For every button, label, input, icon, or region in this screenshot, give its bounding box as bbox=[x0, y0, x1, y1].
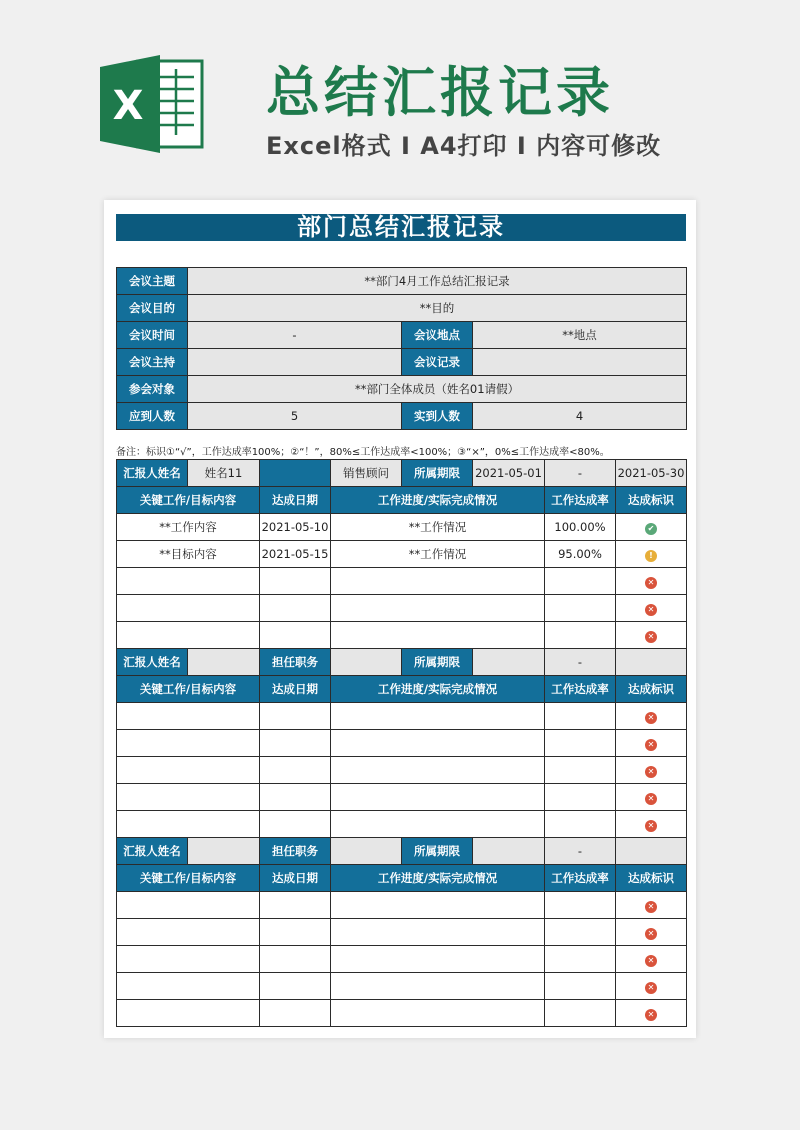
work-content-cell[interactable] bbox=[117, 595, 260, 622]
position-label: 担任职务 bbox=[260, 649, 331, 676]
status-mark-cell[interactable] bbox=[616, 973, 687, 1000]
cross-circle-icon: ✕ bbox=[645, 928, 657, 940]
achieve-date-cell[interactable]: 2021-05-15 bbox=[260, 541, 331, 568]
table-row bbox=[117, 514, 687, 541]
meeting-topic-cell[interactable]: **部门4月工作总结汇报记录 bbox=[188, 268, 687, 295]
work-content-cell[interactable] bbox=[117, 784, 260, 811]
period-label: 所属期限 bbox=[402, 460, 473, 487]
work-content-cell[interactable] bbox=[117, 973, 260, 1000]
status-mark-cell[interactable] bbox=[616, 811, 687, 838]
table-row bbox=[117, 541, 687, 568]
col-header-mark: 达成标识 bbox=[616, 487, 687, 514]
progress-cell[interactable] bbox=[331, 568, 545, 595]
col-header-progress: 工作进度/实际完成情况 bbox=[331, 676, 545, 703]
progress-cell[interactable] bbox=[331, 811, 545, 838]
progress-cell[interactable]: **工作情况 bbox=[331, 541, 545, 568]
period-end-cell[interactable] bbox=[616, 649, 687, 676]
rate-cell[interactable] bbox=[545, 1000, 616, 1027]
col-header-date: 达成日期 bbox=[260, 487, 331, 514]
expected-count-cell[interactable]: 5 bbox=[188, 403, 402, 430]
achieve-date-cell[interactable] bbox=[260, 595, 331, 622]
reporter-name-cell[interactable] bbox=[188, 649, 260, 676]
work-content-cell[interactable] bbox=[117, 568, 260, 595]
cross-circle-icon: ✕ bbox=[645, 712, 657, 724]
label-actual: 实到人数 bbox=[402, 403, 473, 430]
label-place: 会议地点 bbox=[402, 322, 473, 349]
exclamation-circle-icon: ! bbox=[645, 550, 657, 562]
achieve-date-cell[interactable] bbox=[260, 919, 331, 946]
position-cell[interactable] bbox=[331, 838, 402, 865]
status-mark-cell[interactable] bbox=[616, 541, 687, 568]
rate-cell[interactable]: 95.00% bbox=[545, 541, 616, 568]
label-topic: 会议主题 bbox=[117, 268, 188, 295]
col-header-rate: 工作达成率 bbox=[545, 865, 616, 892]
progress-cell[interactable] bbox=[331, 919, 545, 946]
period-label: 所属期限 bbox=[402, 838, 473, 865]
rate-cell[interactable] bbox=[545, 622, 616, 649]
cross-circle-icon: ✕ bbox=[645, 820, 657, 832]
achieve-date-cell[interactable] bbox=[260, 946, 331, 973]
progress-cell[interactable] bbox=[331, 757, 545, 784]
rate-cell[interactable] bbox=[545, 703, 616, 730]
rate-cell[interactable] bbox=[545, 730, 616, 757]
cross-circle-icon: ✕ bbox=[645, 793, 657, 805]
rate-cell[interactable] bbox=[545, 946, 616, 973]
table-row bbox=[117, 811, 687, 838]
col-header-content: 关键工作/目标内容 bbox=[117, 487, 260, 514]
reporter-name-cell[interactable] bbox=[188, 838, 260, 865]
achieve-date-cell[interactable] bbox=[260, 730, 331, 757]
legend-note: 备注：标识①“√”，工作达成率100%；②“！”，80%≤工作达成率<100%；③“×”，0%≤工作达成率<80%。 bbox=[116, 447, 610, 458]
cross-circle-icon: ✕ bbox=[645, 901, 657, 913]
period-separator: - bbox=[545, 460, 616, 487]
status-mark-cell[interactable] bbox=[616, 1000, 687, 1027]
cross-circle-icon: ✕ bbox=[645, 1009, 657, 1021]
label-host: 会议主持 bbox=[117, 349, 188, 376]
period-start-cell[interactable]: 2021-05-01 bbox=[473, 460, 545, 487]
achieve-date-cell[interactable] bbox=[260, 811, 331, 838]
progress-cell[interactable] bbox=[331, 973, 545, 1000]
status-mark-cell[interactable] bbox=[616, 730, 687, 757]
period-separator: - bbox=[545, 649, 616, 676]
col-header-content: 关键工作/目标内容 bbox=[117, 676, 260, 703]
table-row bbox=[117, 730, 687, 757]
document-title: 部门总结汇报记录 bbox=[116, 214, 686, 241]
table-row bbox=[117, 568, 687, 595]
status-mark-cell[interactable] bbox=[616, 568, 687, 595]
col-header-rate: 工作达成率 bbox=[545, 487, 616, 514]
reporter-name-cell[interactable]: 姓名11 bbox=[188, 460, 260, 487]
meeting-record-cell[interactable] bbox=[473, 349, 687, 376]
work-content-cell[interactable] bbox=[117, 892, 260, 919]
meeting-time-cell[interactable]: - bbox=[188, 322, 402, 349]
progress-cell[interactable] bbox=[331, 730, 545, 757]
rate-cell[interactable] bbox=[545, 757, 616, 784]
excel-icon bbox=[100, 55, 206, 153]
work-content-cell[interactable] bbox=[117, 703, 260, 730]
achieve-date-cell[interactable] bbox=[260, 757, 331, 784]
period-start-cell[interactable] bbox=[473, 649, 545, 676]
period-end-cell[interactable]: 2021-05-30 bbox=[616, 460, 687, 487]
work-content-cell[interactable] bbox=[117, 1000, 260, 1027]
meeting-attendees-cell[interactable]: **部门全体成员（姓名01请假） bbox=[188, 376, 687, 403]
work-content-cell[interactable] bbox=[117, 946, 260, 973]
rate-cell[interactable] bbox=[545, 568, 616, 595]
actual-count-cell[interactable]: 4 bbox=[473, 403, 687, 430]
label-expected: 应到人数 bbox=[117, 403, 188, 430]
status-mark-cell[interactable] bbox=[616, 784, 687, 811]
table-row bbox=[117, 784, 687, 811]
reporter-name-label: 汇报人姓名 bbox=[117, 460, 188, 487]
period-start-cell[interactable] bbox=[473, 838, 545, 865]
label-record: 会议记录 bbox=[402, 349, 473, 376]
status-mark-cell[interactable] bbox=[616, 595, 687, 622]
rate-cell[interactable]: 100.00% bbox=[545, 514, 616, 541]
period-separator: - bbox=[545, 838, 616, 865]
table-row bbox=[117, 757, 687, 784]
table-row bbox=[117, 919, 687, 946]
cross-circle-icon: ✕ bbox=[645, 955, 657, 967]
logo-letter: X bbox=[112, 83, 144, 129]
work-content-cell[interactable] bbox=[117, 730, 260, 757]
progress-cell[interactable] bbox=[331, 595, 545, 622]
table-row bbox=[117, 892, 687, 919]
progress-cell[interactable] bbox=[331, 946, 545, 973]
col-header-date: 达成日期 bbox=[260, 676, 331, 703]
achieve-date-cell[interactable] bbox=[260, 973, 331, 1000]
banner-title: 总结汇报记录 bbox=[266, 61, 614, 124]
rate-cell[interactable] bbox=[545, 973, 616, 1000]
work-content-cell[interactable]: **工作内容 bbox=[117, 514, 260, 541]
work-content-cell[interactable] bbox=[117, 757, 260, 784]
status-mark-cell[interactable] bbox=[616, 514, 687, 541]
achieve-date-cell[interactable] bbox=[260, 784, 331, 811]
period-end-cell[interactable] bbox=[616, 838, 687, 865]
position-cell[interactable] bbox=[331, 649, 402, 676]
table-row bbox=[117, 946, 687, 973]
achieve-date-cell[interactable] bbox=[260, 622, 331, 649]
col-header-rate: 工作达成率 bbox=[545, 676, 616, 703]
table-row bbox=[117, 595, 687, 622]
status-mark-cell[interactable] bbox=[616, 919, 687, 946]
meeting-place-cell[interactable]: **地点 bbox=[473, 322, 687, 349]
reporter-name-label: 汇报人姓名 bbox=[117, 649, 188, 676]
achieve-date-cell[interactable] bbox=[260, 892, 331, 919]
spreadsheet-page bbox=[104, 200, 696, 1038]
position-cell[interactable]: 销售顾问 bbox=[331, 460, 402, 487]
achieve-date-cell[interactable] bbox=[260, 1000, 331, 1027]
achieve-date-cell[interactable] bbox=[260, 568, 331, 595]
position-label: 担任职务 bbox=[260, 838, 331, 865]
status-mark-cell[interactable] bbox=[616, 892, 687, 919]
cross-circle-icon: ✕ bbox=[645, 739, 657, 751]
reporter-name-label: 汇报人姓名 bbox=[117, 838, 188, 865]
table-row bbox=[117, 973, 687, 1000]
col-header-content: 关键工作/目标内容 bbox=[117, 865, 260, 892]
column-header-row bbox=[117, 487, 687, 514]
rate-cell[interactable] bbox=[545, 811, 616, 838]
rate-cell[interactable] bbox=[545, 784, 616, 811]
label-attendees: 参会对象 bbox=[117, 376, 188, 403]
table-row bbox=[117, 703, 687, 730]
meeting-info-table bbox=[116, 267, 687, 430]
progress-cell[interactable] bbox=[331, 1000, 545, 1027]
rate-cell[interactable] bbox=[545, 595, 616, 622]
progress-cell[interactable] bbox=[331, 784, 545, 811]
rate-cell[interactable] bbox=[545, 919, 616, 946]
cross-circle-icon: ✕ bbox=[645, 766, 657, 778]
col-header-mark: 达成标识 bbox=[616, 865, 687, 892]
check-circle-icon: ✔ bbox=[645, 523, 657, 535]
reporter-info-row bbox=[117, 649, 687, 676]
banner-subtitle: Excel格式 I A4打印 I 内容可修改 bbox=[266, 132, 662, 160]
table-row bbox=[117, 622, 687, 649]
progress-cell[interactable] bbox=[331, 703, 545, 730]
status-mark-cell[interactable] bbox=[616, 757, 687, 784]
achieve-date-cell[interactable] bbox=[260, 703, 331, 730]
cross-circle-icon: ✕ bbox=[645, 577, 657, 589]
cross-circle-icon: ✕ bbox=[645, 604, 657, 616]
status-mark-cell[interactable] bbox=[616, 703, 687, 730]
progress-cell[interactable] bbox=[331, 892, 545, 919]
reporter-info-row bbox=[117, 460, 687, 487]
status-mark-cell[interactable] bbox=[616, 946, 687, 973]
work-content-cell[interactable] bbox=[117, 919, 260, 946]
progress-cell[interactable]: **工作情况 bbox=[331, 514, 545, 541]
cross-circle-icon: ✕ bbox=[645, 982, 657, 994]
meeting-purpose-cell[interactable]: **目的 bbox=[188, 295, 687, 322]
period-label: 所属期限 bbox=[402, 649, 473, 676]
table-row bbox=[117, 1000, 687, 1027]
meeting-host-cell[interactable] bbox=[188, 349, 402, 376]
work-content-cell[interactable] bbox=[117, 622, 260, 649]
work-content-cell[interactable] bbox=[117, 811, 260, 838]
column-header-row bbox=[117, 865, 687, 892]
cross-circle-icon: ✕ bbox=[645, 631, 657, 643]
col-header-progress: 工作进度/实际完成情况 bbox=[331, 865, 545, 892]
position-label bbox=[260, 460, 331, 487]
label-purpose: 会议目的 bbox=[117, 295, 188, 322]
column-header-row bbox=[117, 676, 687, 703]
report-table bbox=[116, 459, 687, 1027]
col-header-date: 达成日期 bbox=[260, 865, 331, 892]
work-content-cell[interactable]: **目标内容 bbox=[117, 541, 260, 568]
reporter-info-row bbox=[117, 838, 687, 865]
progress-cell[interactable] bbox=[331, 622, 545, 649]
col-header-progress: 工作进度/实际完成情况 bbox=[331, 487, 545, 514]
achieve-date-cell[interactable]: 2021-05-10 bbox=[260, 514, 331, 541]
col-header-mark: 达成标识 bbox=[616, 676, 687, 703]
rate-cell[interactable] bbox=[545, 892, 616, 919]
label-time: 会议时间 bbox=[117, 322, 188, 349]
status-mark-cell[interactable] bbox=[616, 622, 687, 649]
